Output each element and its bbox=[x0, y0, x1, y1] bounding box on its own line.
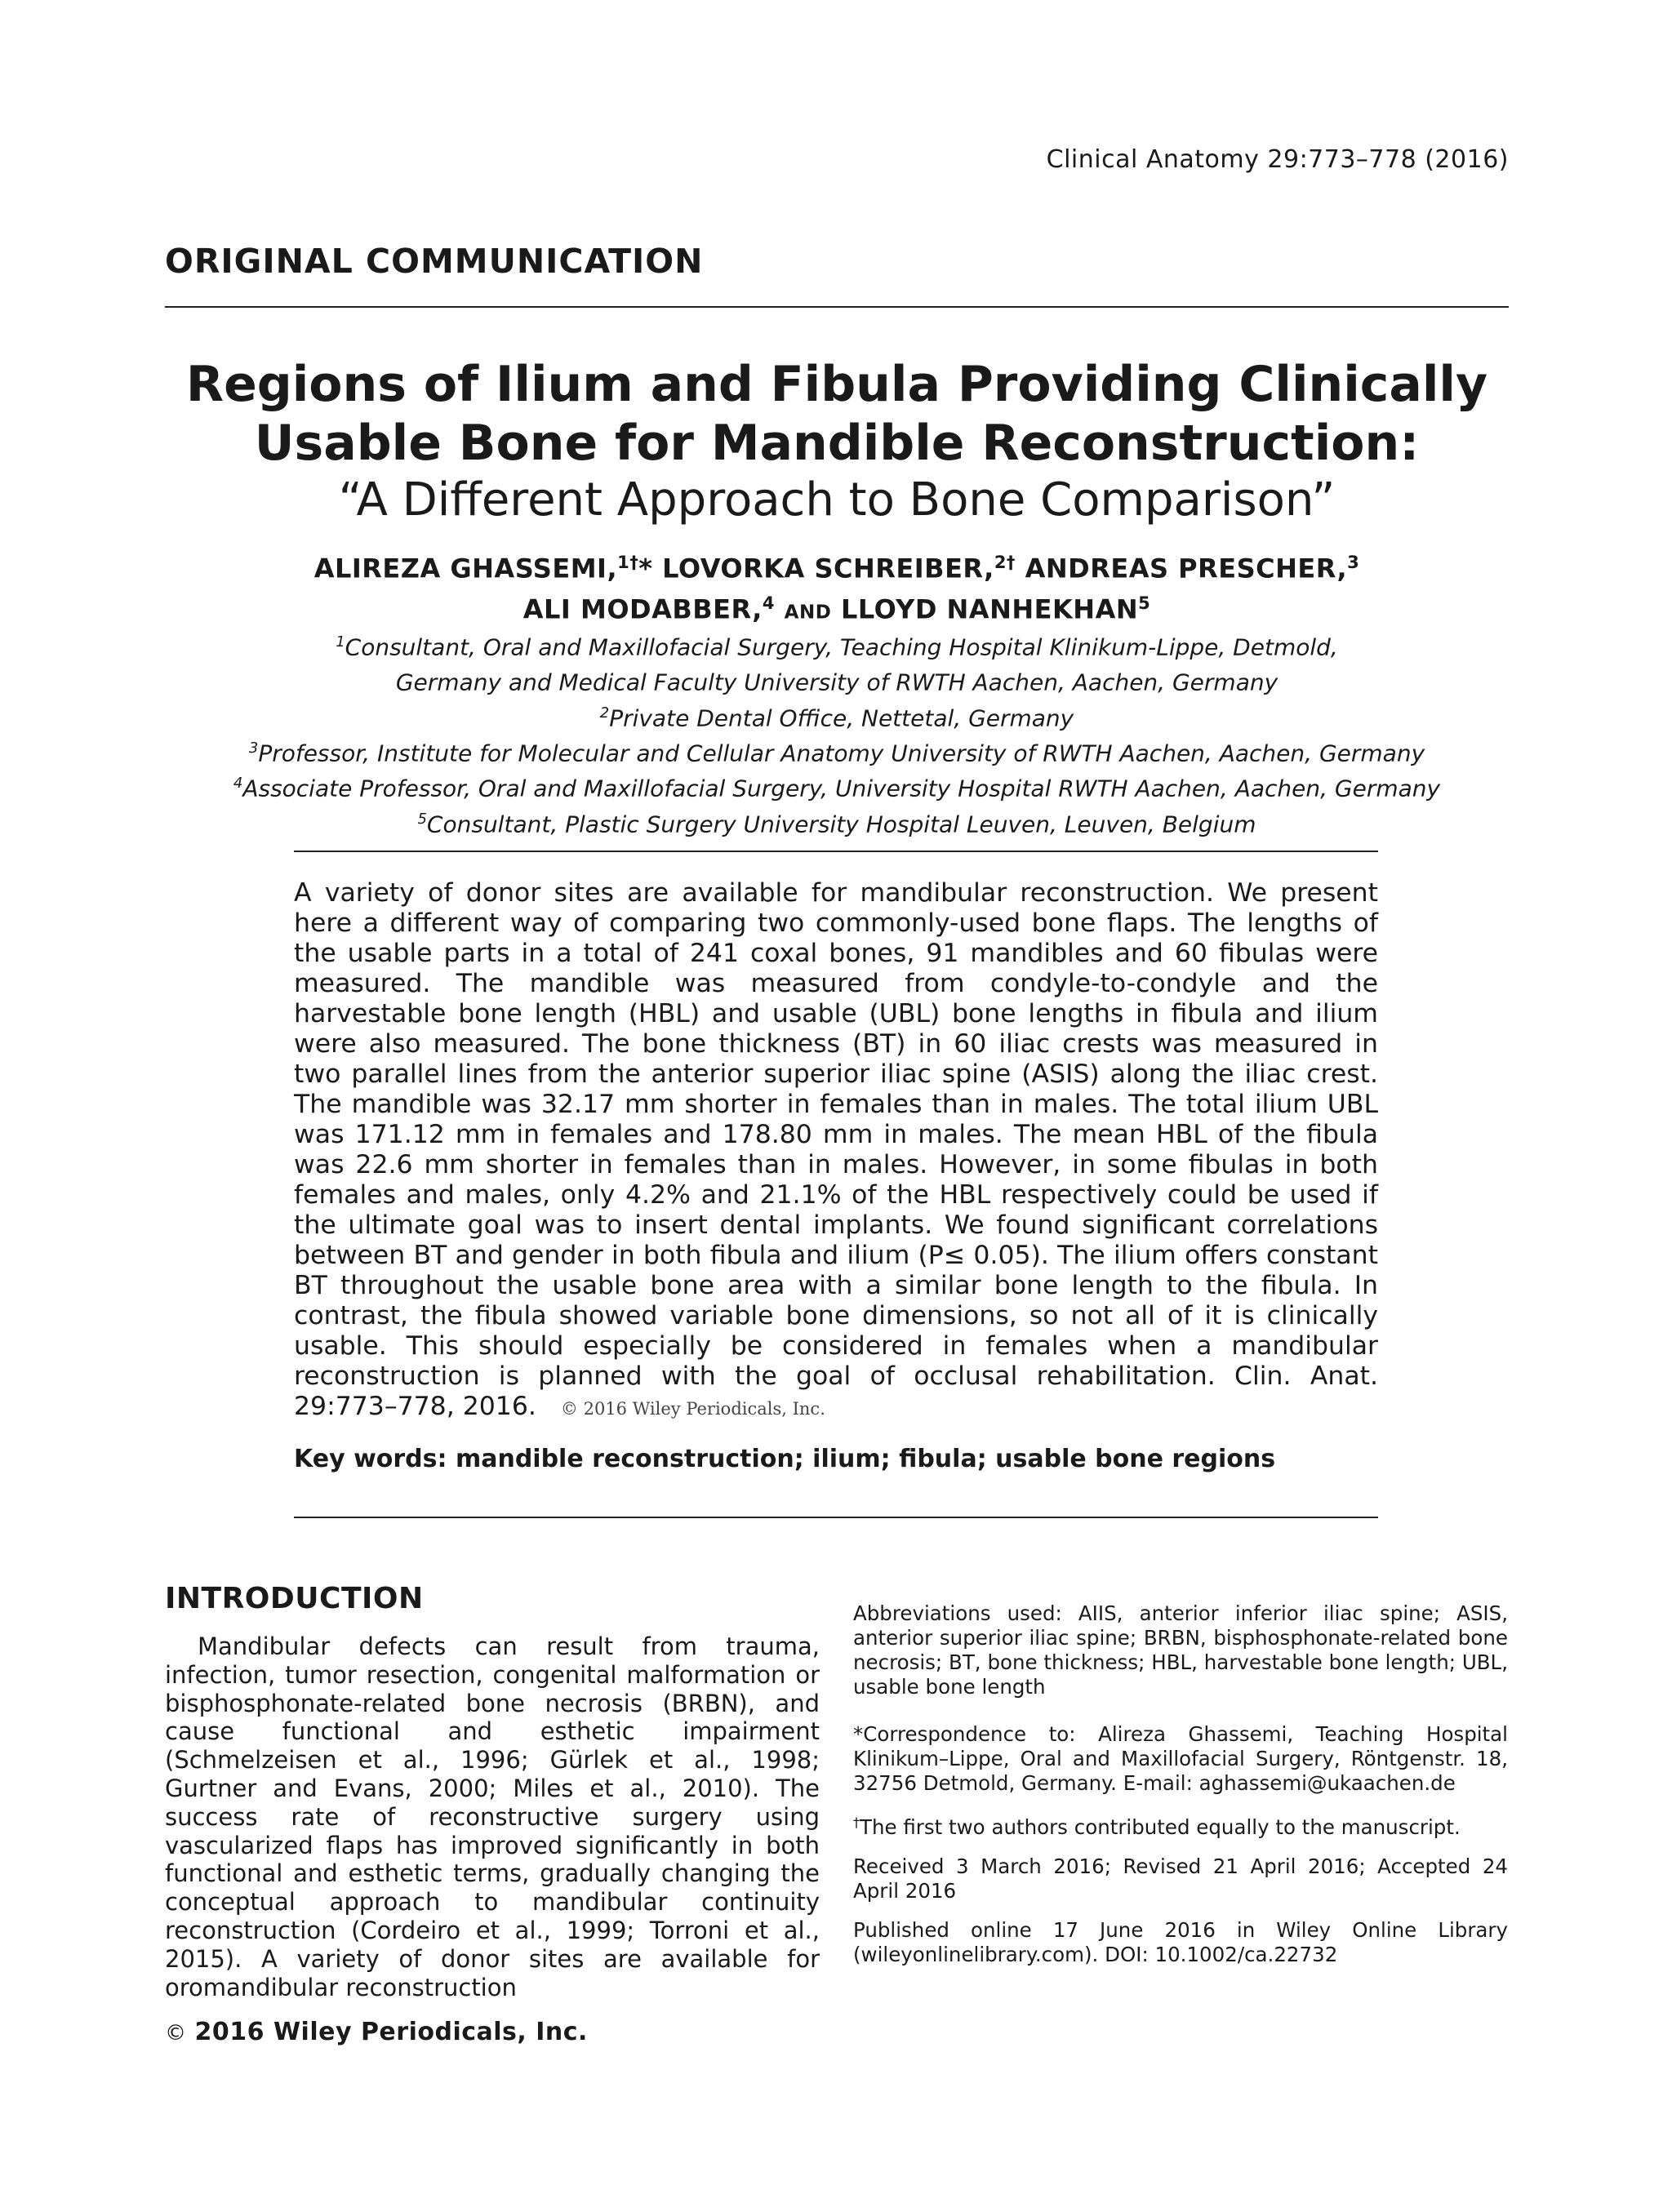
correspondence-note: *Correspondence to: Alireza Ghassemi, Teaching Hospital Klinikum–Lippe, Oral and Maxillofacial Surgery, Röntgenstr. 18, 32756 Detmold, Germany. E-mail: aghassemi@ukaachen.de bbox=[853, 1722, 1508, 1795]
equal-contribution-note: †The first two authors contributed equally to the manuscript. bbox=[853, 1814, 1461, 1840]
abstract-bottom-rule bbox=[294, 1517, 1378, 1518]
article-title bbox=[165, 355, 1509, 528]
author-name: ANDREAS PRESCHER, bbox=[1025, 553, 1348, 584]
introduction-heading: INTRODUCTION bbox=[165, 1582, 424, 1615]
abstract-text: A variety of donor sites are available for mandibular reconstruction. We present here a different way of comparing two commonly-used bone flaps. The lengths of the usable parts in a total of 241 coxal bones, 91 mandibles and 60 fibulas were measured. The mandible was measured from condyle-to-condyle and the harvestable bone length (HBL) and usable (UBL) bone lengths in fibula and ilium were also measured. The bone thickness (BT) in 60 iliac crests was measured in two parallel lines from the anterior superior iliac spine (ASIS) along the iliac crest. The mandible was 32.17 mm shorter in females than in males. The total ilium UBL was 171.12 mm in females and 178.80 mm in males. The mean HBL of the fibula was 22.6 mm shorter in females than in males. However, in some fibulas in both females and males, only 4.2% and 21.1% of the HBL respectively could be used if the ultimate goal was to insert dental implants. We found significant correlations between BT and gender in both fibula and ilium (P≤ 0.05). The ilium offers constant BT throughout the usable bone area with a similar bone length to the fibula. In contrast, the fibula showed variable bone dimensions, so not all of it is clinically usable. This should especially be considered in females when a mandibular reconstruction is planned with the goal of occlusal rehabilitation. Clin. Anat. 29:773–778, 2016. bbox=[294, 878, 1378, 1421]
author-sup: 4 bbox=[762, 593, 775, 613]
title-line-1: Regions of Ilium and Fibula Providing Clinically bbox=[185, 356, 1488, 413]
article-footnotes bbox=[853, 1601, 1508, 1982]
affiliation-line: $^4$Associate Professor, Oral and Maxillofacial Surgery, University Hospital RWTH Aachen, Aachen, Germany bbox=[233, 775, 1441, 802]
affiliation-line: Germany and Medical Faculty University of RWTH Aachen, Aachen, Germany bbox=[395, 668, 1278, 696]
page-footer-copyright: © 2016 Wiley Periodicals, Inc. bbox=[165, 2018, 588, 2046]
abbreviations-note: Abbreviations used: AIIS, anterior inferior iliac spine; ASIS, anterior superior iliac spine; BRBN, bisphosphonate-related bone necrosis; BT, bone thickness; HBL, harvestable bone length; UBL, usable bone length bbox=[853, 1601, 1508, 1699]
affiliation-line: $^3$Professor, Institute for Molecular and Cellular Anatomy University of RWTH Aachen, Aachen, Germany bbox=[248, 739, 1425, 767]
affiliations bbox=[165, 627, 1509, 839]
abstract-top-rule bbox=[294, 851, 1378, 852]
author-name: ALI MODABBER, bbox=[522, 593, 763, 625]
author-sup: 1† bbox=[617, 553, 639, 572]
author-name: ALIREZA GHASSEMI, bbox=[314, 553, 618, 584]
abstract-copyright: © 2016 Wiley Periodicals, Inc. bbox=[560, 1399, 825, 1419]
title-line-2: Usable Bone for Mandible Reconstruction: bbox=[254, 415, 1420, 472]
publication-info: Published online 17 June 2016 in Wiley Online Library (wileyonlinelibrary.com). DOI: 10.1002/ca.22732 bbox=[853, 1918, 1508, 1967]
corresponding-mark: * bbox=[638, 553, 653, 584]
abstract bbox=[294, 878, 1378, 1424]
author-sup: 3 bbox=[1347, 553, 1360, 572]
affiliation-line: $^5$Consultant, Plastic Surgery University Hospital Leuven, Leuven, Belgium bbox=[417, 810, 1256, 837]
author-conjunction: AND bbox=[784, 602, 832, 624]
author-sup: 2† bbox=[994, 553, 1016, 572]
keywords: Key words: mandible reconstruction; ilium; fibula; usable bone regions bbox=[294, 1445, 1276, 1473]
author-sup: 5 bbox=[1138, 593, 1151, 613]
copyright-symbol: © bbox=[165, 2021, 187, 2045]
introduction-text: Mandibular defects can result from trauma, infection, tumor resection, congenital malformation or bisphosphonate-related bone necrosis (BRBN), and cause functional and esthetic impairment (Schmelzeisen et al., 1996; Gürlek et al., 1998; Gurtner and Evans, 2000; Miles et al., 2010). The success rate of reconstructive surgery using vascularized flaps has improved significantly in both functional and esthetic terms, gradually changing the conceptual approach to mandibular continuity reconstruction (Cordeiro et al., 1999; Torroni et al., 2015). A variety of donor sites are available for oromandibular reconstruction bbox=[165, 1632, 820, 2001]
author-list bbox=[165, 545, 1509, 629]
author-name: LOVORKA SCHREIBER, bbox=[662, 553, 994, 584]
affiliation-line: $^2$Private Dental Office, Nettetal, Germany bbox=[599, 704, 1074, 731]
received-dates: Received 3 March 2016; Revised 21 April 2016; Accepted 24 April 2016 bbox=[853, 1854, 1508, 1903]
section-label: ORIGINAL COMMUNICATION bbox=[165, 242, 704, 281]
header-divider bbox=[165, 306, 1509, 308]
author-name: LLOYD NANHEKHAN bbox=[840, 593, 1139, 625]
journal-citation: Clinical Anatomy 29:773–778 (2016) bbox=[1046, 145, 1509, 174]
affiliation-line: $^1$Consultant, Oral and Maxillofacial Surgery, Teaching Hospital Klinikum-Lippe, Detmold, bbox=[336, 633, 1338, 661]
article-subtitle: “A Different Approach to Bone Comparison” bbox=[338, 473, 1336, 526]
